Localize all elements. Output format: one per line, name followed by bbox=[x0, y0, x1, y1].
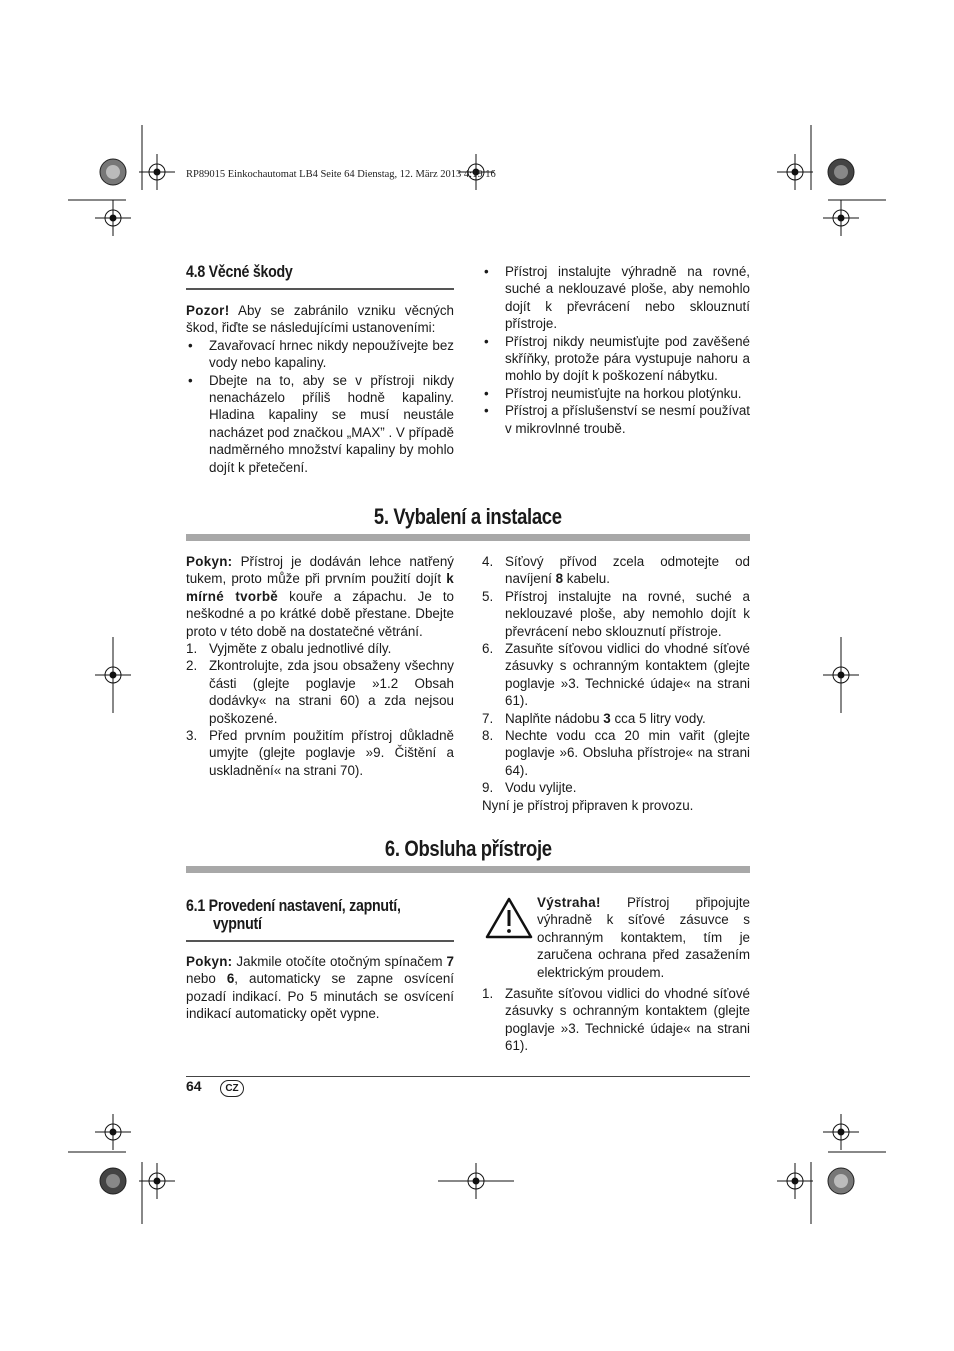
section-6-1-title-cont: vypnutí bbox=[213, 915, 262, 933]
note-paragraph: Pokyn: Jakmile otočíte otočným spínačem 7 nebo 6, automaticky se zapne osvícení pozadí indikací. Po 5 minutách se osvícení indikací automaticky opět vypne. bbox=[186, 954, 454, 1022]
list-item: 7. Naplňte nádobu 3 cca 5 litry vody. bbox=[482, 710, 706, 726]
list-item: 1. Zasuňte síťovou vidlici do vhodné síťové zásuvky s ochranným kontaktem (glejte poglavje »3. Technické údaje« na strani 61). bbox=[482, 986, 750, 1054]
list-item: 3. Před prvním použitím přístroj důkladně umyjte (glejte poglavje »9. Čištění a uskladnění« na strani 70). bbox=[186, 728, 454, 778]
list-item: • Dbejte na to, aby se v přístroji nikdy nenacházelo příliš hodně kapaliny. Hladina kapaliny se musí neustále nacházet pod značkou „MAX” . V případě nadměrného množství kapaliny by mohlo dojít k přetečení. bbox=[186, 372, 454, 476]
section-4-8-left bbox=[186, 302, 454, 476]
list-item: • Přístroj neumisťujte na horkou plotýnku. bbox=[482, 385, 750, 402]
section-5-title: 5. Vybalení a instalace bbox=[374, 504, 562, 529]
warning-block bbox=[537, 894, 750, 981]
caution-paragraph: Pozor! Aby se zabránilo vzniku věcných škod, řiďte se následujícími ustanoveními: bbox=[186, 303, 454, 336]
list-item: • Přístroj a příslušenství se nesmí používat v mikrovlnné troubě. bbox=[482, 402, 750, 437]
unpack-steps bbox=[186, 640, 454, 779]
footer-rule bbox=[186, 1076, 750, 1077]
language-badge: CZ bbox=[220, 1080, 244, 1097]
list-item: 9. Vodu vylijte. bbox=[482, 780, 577, 796]
list-item: 5. Přístroj instalujte na rovné, suché a neklouzavé ploše, aby nemohlo dojít k převrácení nebo sklouznutí přístroje. bbox=[482, 588, 750, 639]
section-4-8-title: 4.8 Věcné škody bbox=[186, 263, 293, 281]
section-6-right bbox=[482, 985, 750, 1055]
caution-list-right bbox=[482, 263, 750, 437]
list-item: 1. Vyjměte z obalu jednotlivé díly. bbox=[186, 641, 392, 657]
list-item: 4. Síťový přívod zcela odmotejte od navíjení 8 kabelu. bbox=[482, 554, 750, 587]
list-item: • Přístroj instalujte výhradně na rovné, suché a neklouzavé ploše, aby nemohlo dojít k převrácení nebo sklouznutí přístroje. bbox=[482, 263, 750, 333]
warning-paragraph: Výstraha! Přístroj připojujte výhradně k síťové zásuvce s ochranným kontaktem, tím je zaručena ochrana před zasažením elektrickým proudem. bbox=[537, 895, 750, 980]
section-6-left bbox=[186, 953, 454, 1023]
list-item: • Přístroj nikdy neumisťujte pod zavěšené skříňky, protože pára vystupuje nahoru a mohlo by dojít k poškození nábytku. bbox=[482, 333, 750, 385]
section-5-bar bbox=[186, 534, 750, 541]
list-item: • Zavařovací hrnec nikdy nepoužívejte bez vody nebo kapaliny. bbox=[186, 337, 454, 372]
section-6-1-title: 6.1 Provedení nastavení, zapnutí, bbox=[186, 897, 401, 915]
section-6-1-rule bbox=[186, 940, 454, 942]
caution-list bbox=[186, 337, 454, 476]
list-item: 8. Nechte vodu cca 20 min vařit (glejte poglavje »6. Obsluha přístroje« na strani 64). bbox=[482, 728, 750, 778]
note-paragraph: Pokyn: Přístroj je dodáván lehce natřený tukem, proto může při prvním použití dojít k mírné tvorbě kouře a zápachu. Je to neškodné a po krátké době přestane. Dbejte proto v této době na dostatečné větrání. bbox=[186, 554, 454, 639]
ready-text: Nyní je přístroj připraven k provozu. bbox=[482, 797, 694, 813]
section-5-left bbox=[186, 553, 454, 779]
section-4-8-right bbox=[482, 263, 750, 437]
install-steps bbox=[482, 553, 750, 797]
section-6-bar bbox=[186, 866, 750, 873]
operate-steps bbox=[482, 985, 750, 1055]
section-6-title: 6. Obsluha přístroje bbox=[384, 836, 552, 861]
list-item: 2. Zkontrolujte, zda jsou obsaženy všechny části (glejte poglavje »1.2 Obsah dodávky« na strani 60) a zda nejsou poškozené. bbox=[186, 658, 454, 726]
list-item: 6. Zasuňte síťovou vidlici do vhodné síťové zásuvky s ochranným kontaktem (glejte poglavje »3. Technické údaje« na strani 61). bbox=[482, 641, 750, 709]
section-4-8-rule bbox=[186, 288, 454, 290]
page-number: 64 bbox=[186, 1078, 202, 1094]
section-5-right bbox=[482, 553, 750, 814]
warning-icon bbox=[484, 896, 534, 940]
print-slug: RP89015 Einkochautomat LB4 Seite 64 Dienstag, 12. März 2013 4:19 16 bbox=[186, 169, 496, 180]
